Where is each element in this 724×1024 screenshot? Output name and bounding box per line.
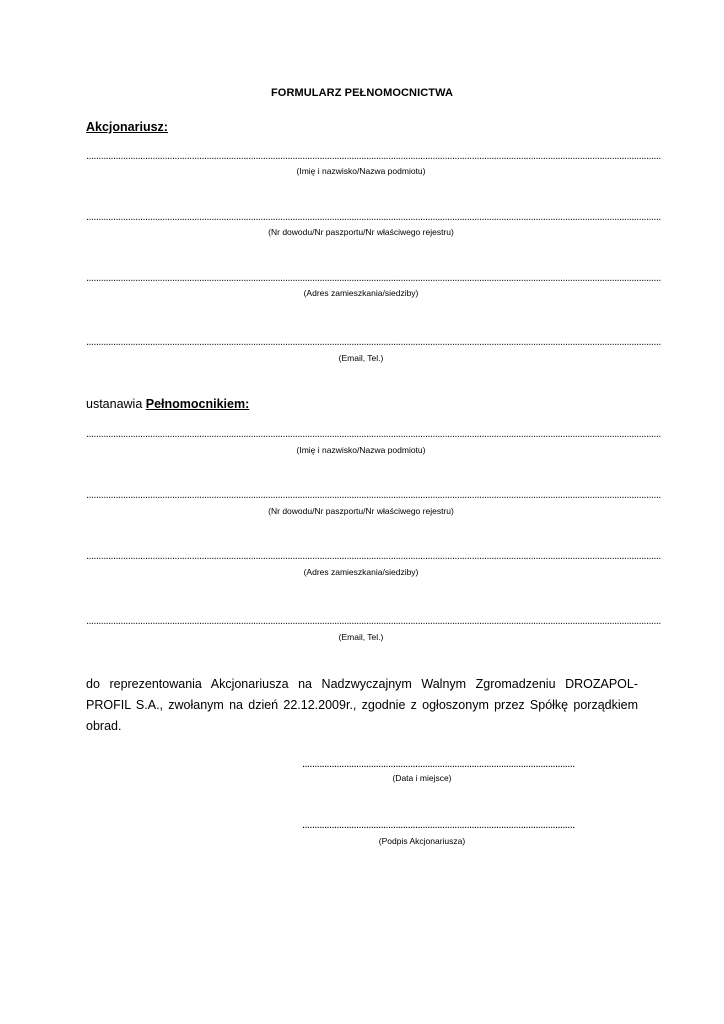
- shareholder-id-line[interactable]: ..........................................................................................................................................................................................................................................: [86, 211, 661, 223]
- proxy-address-caption: (Adres zamieszkania/siedziby): [303, 567, 419, 577]
- proxy-contact-line[interactable]: ..........................................................................................................................................................................................................................................: [86, 615, 661, 627]
- shareholder-name-caption: (Imię i nazwisko/Nazwa podmiotu): [296, 166, 426, 176]
- proxy-contact-caption: (Email, Tel.): [338, 632, 384, 642]
- shareholder-id-caption: (Nr dowodu/Nr paszportu/Nr właściwego rejestru): [268, 227, 454, 237]
- proxy-name-line[interactable]: ..........................................................................................................................................................................................................................................: [86, 428, 661, 440]
- signature-line[interactable]: ...............................................................................................................: [302, 819, 575, 831]
- date-place-caption: (Data i miejsce): [392, 773, 452, 783]
- proxy-heading-label: Pełnomocnikiem:: [145, 397, 250, 411]
- shareholder-address-line[interactable]: ..........................................................................................................................................................................................................................................: [86, 272, 661, 284]
- shareholder-name-line[interactable]: ..........................................................................................................................................................................................................................................: [86, 150, 661, 162]
- proxy-name-caption: (Imię i nazwisko/Nazwa podmiotu): [296, 445, 426, 455]
- proxy-id-line[interactable]: ..........................................................................................................................................................................................................................................: [86, 489, 661, 501]
- shareholder-address-caption: (Adres zamieszkania/siedziby): [303, 288, 419, 298]
- proxy-id-caption: (Nr dowodu/Nr paszportu/Nr właściwego rejestru): [268, 506, 454, 516]
- date-place-line[interactable]: ...............................................................................................................: [302, 758, 575, 770]
- shareholder-contact-caption: (Email, Tel.): [338, 353, 384, 363]
- shareholder-heading: [86, 120, 168, 134]
- proxy-address-line[interactable]: ..........................................................................................................................................................................................................................................: [86, 550, 661, 562]
- authorization-paragraph: do reprezentowania Akcjonariusza na Nadzwyczajnym Walnym Zgromadzeniu DROZAPOL-PROFIL S.A., zwołanym na dzień 22.12.2009r., zgodnie z ogłoszonym przez Spółkę porządkiem obrad.: [86, 677, 638, 733]
- form-title: FORMULARZ PEŁNOMOCNICTWA: [270, 87, 454, 99]
- shareholder-contact-line[interactable]: ..........................................................................................................................................................................................................................................: [86, 336, 661, 348]
- proxy-heading-prefix: ustanawia: [86, 397, 146, 411]
- signature-caption: (Podpis Akcjonariusza): [378, 836, 466, 846]
- proxy-heading: [86, 397, 249, 411]
- shareholder-heading-label: Akcjonariusz:: [86, 120, 168, 134]
